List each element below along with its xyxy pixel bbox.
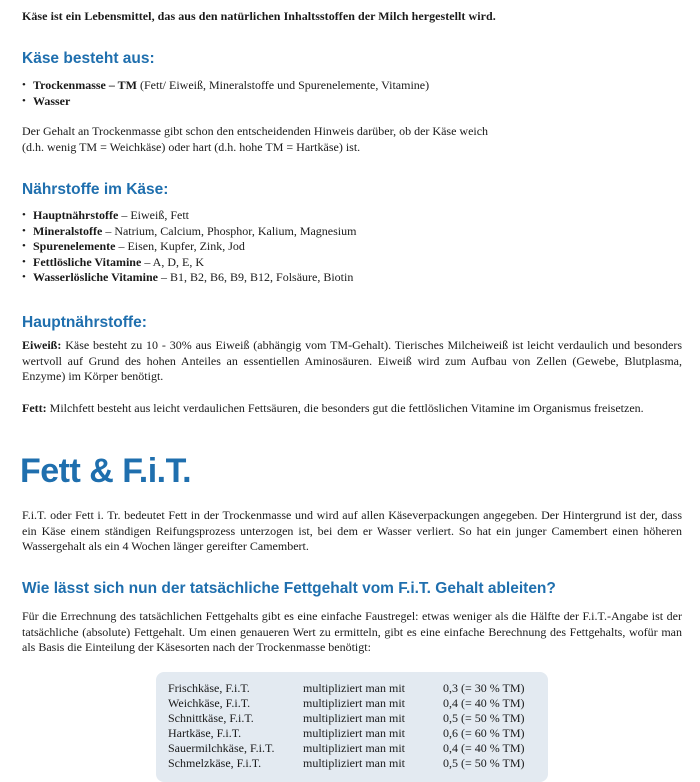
factor: 0,6 (= 60 % TM)	[443, 726, 525, 740]
operation: multipliziert man mit	[303, 681, 405, 695]
fat-paragraph	[22, 401, 682, 417]
cheese-type: Hartkäse, F.i.T.	[168, 726, 242, 740]
table-row	[168, 756, 538, 771]
list-item	[22, 239, 356, 255]
table-row	[168, 711, 538, 726]
paragraph-line: Der Gehalt an Trockenmasse gibt schon den entscheidenden Hinweis darüber, ob der Käse weich	[22, 124, 489, 138]
list-item-text: – Natrium, Calcium, Phosphor, Kalium, Magnesium	[102, 223, 357, 238]
fat-text: Milchfett besteht aus leicht verdaulichen Fettsäuren, die besonders gut die fettlöslichen Vitamine im Organismus freisetzen.	[46, 401, 644, 415]
heading-hauptnaehrstoffe: Hauptnährstoffe:	[22, 314, 147, 331]
list-item-term: Hauptnährstoffe	[33, 208, 119, 222]
list-item-text: (Fett/ Eiweiß, Mineralstoffe und Spurenelemente, Vitamine)	[137, 78, 430, 92]
list-item	[22, 270, 356, 286]
composition-list	[22, 78, 429, 109]
cheese-type: Weichkäse, F.i.T.	[168, 696, 251, 710]
operation: multipliziert man mit	[303, 711, 405, 725]
cheese-type: Schmelzkäse, F.i.T.	[168, 756, 262, 770]
factor: 0,3 (= 30 % TM)	[443, 681, 525, 695]
operation: multipliziert man mit	[303, 756, 405, 770]
heading-naehrstoffe: Nährstoffe im Käse:	[22, 181, 169, 198]
calculation-paragraph: Für die Errechnung des tatsächlichen Fettgehalts gibt es eine einfache Faustregel: etwas weniger als die Hälfte der F.i.T.-Angabe ist der tatsächliche (absolute) Fettgehalt. Um einen genaueren Wert zu ermitteln, gibt es eine einfache Berechnung des Fettgehalts, wofür man als Basis die Einteilung der Käsesorten nach der Trockenmasse benötigt:	[22, 609, 682, 654]
heading-fett-fit: Fett & F.i.T.	[20, 452, 192, 490]
list-item	[22, 208, 356, 224]
list-item-text: – Eisen, Kupfer, Zink, Jod	[115, 239, 245, 253]
list-item-term: Wasserlösliche Vitamine	[33, 270, 158, 284]
list-item-term: Wasser	[33, 93, 71, 108]
operation: multipliziert man mit	[303, 741, 405, 755]
list-item-term: Trockenmasse – TM	[33, 78, 137, 92]
protein-paragraph	[22, 338, 682, 385]
list-item-term: Mineralstoffe	[33, 223, 103, 238]
dry-matter-paragraph	[22, 124, 682, 155]
table-row	[168, 726, 538, 741]
list-item-term: Fettlösliche Vitamine	[33, 254, 142, 269]
factor: 0,4 (= 40 % TM)	[443, 741, 525, 755]
heading-fettgehalt-ableiten: Wie lässt sich nun der tatsächliche Fettgehalt vom F.i.T. Gehalt ableiten?	[22, 580, 556, 597]
table-row	[168, 696, 538, 711]
paragraph-line: (d.h. wenig TM = Weichkäse) oder hart (d.h. hohe TM = Hartkäse) ist.	[22, 139, 361, 154]
factor: 0,4 (= 40 % TM)	[443, 696, 525, 710]
heading-kaese-besteht-aus: Käse besteht aus:	[22, 50, 155, 67]
protein-text: Käse besteht zu 10 - 30% aus Eiweiß (abhängig vom TM-Gehalt). Tierisches Milcheiweiß ist leicht verdaulich und besonders wertvoll auf Grund des hohen Anteiles an essentiellen Aminosäuren. Eiweiß wird zum Aufbau von Zellen (Gewebe, Blutplasma, Enzyme) im Körper benötigt.	[22, 338, 682, 383]
list-item-term: Spurenelemente	[33, 239, 116, 253]
list-item	[22, 255, 356, 271]
cheese-type: Schnittkäse, F.i.T.	[168, 711, 254, 725]
table-row	[168, 681, 538, 696]
intro-text: Käse ist ein Lebensmittel, das aus den natürlichen Inhaltsstoffen der Milch hergestellt wird.	[22, 9, 496, 23]
operation: multipliziert man mit	[303, 696, 405, 710]
fit-paragraph: F.i.T. oder Fett i. Tr. bedeutet Fett in der Trockenmasse und wird auf allen Käseverpackungen angegeben. Der Hintergrund ist der, dass ein Käse einem ständigen Reifungsprozess unterzogen ist, bei dem er Wasser verliert. So hat ein junger Camembert einen höheren Wassergehalt als ein 4 Wochen länger gereifter Camembert.	[22, 508, 682, 553]
list-item	[22, 94, 429, 110]
list-item	[22, 78, 429, 94]
nutrients-list	[22, 208, 356, 286]
protein-term: Eiweiß:	[22, 338, 62, 352]
fat-term: Fett:	[22, 401, 47, 415]
list-item-text: – B1, B2, B6, B9, B12, Folsäure, Biotin	[158, 270, 354, 284]
factor: 0,5 (= 50 % TM)	[443, 711, 525, 725]
cheese-type: Sauermilchkäse, F.i.T.	[168, 741, 275, 755]
list-item-text: – Eiweiß, Fett	[118, 208, 190, 222]
factor: 0,5 (= 50 % TM)	[443, 756, 525, 770]
cheese-type: Frischkäse, F.i.T.	[168, 681, 250, 695]
operation: multipliziert man mit	[303, 726, 405, 740]
table-row	[168, 741, 538, 756]
list-item	[22, 224, 356, 240]
list-item-text: – A, D, E, K	[141, 254, 204, 269]
